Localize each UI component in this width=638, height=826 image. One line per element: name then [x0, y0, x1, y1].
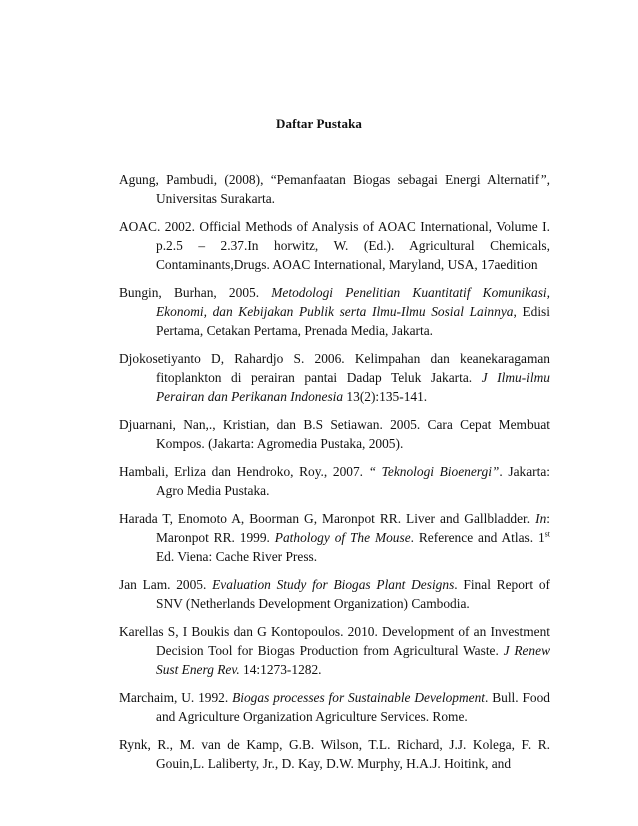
italic-text: J Renew Sust Energ Rev.	[156, 643, 551, 677]
reference-text: Jan Lam. 2005.	[119, 577, 213, 592]
reference-entry	[119, 349, 550, 406]
reference-text: Agung, Pambudi, (2008), “Pemanfaatan Biogas sebagai Energi Alternatif	[119, 172, 540, 187]
italic-text: In	[535, 511, 547, 526]
reference-text: 14:1273-1282.	[239, 662, 322, 677]
reference-text: Djokosetiyanto D, Rahardjo S. 2006. Kelimpahan dan keanekaragaman fitoplankton di perairan pantai Dadap Teluk Jakarta.	[119, 351, 550, 385]
reference-text: . Jakarta: Agro Media Pustaka.	[156, 464, 550, 498]
reference-entry	[119, 575, 550, 613]
italic-text: Pathology of The Mouse	[274, 530, 411, 545]
reference-entry	[119, 509, 550, 566]
reference-text: : Maronpot RR. 1999.	[156, 511, 550, 545]
page-title: Daftar Pustaka	[275, 116, 363, 131]
italic-text: ”,	[539, 172, 550, 187]
reference-entry	[119, 217, 550, 274]
reference-entry	[119, 283, 550, 340]
reference-text: 13(2):135-141.	[343, 389, 428, 404]
reference-entry	[119, 735, 550, 773]
reference-entry	[119, 415, 550, 453]
reference-text: Rynk, R., M. van de Kamp, G.B. Wilson, T.L. Richard, J.J. Kolega, F. R. Gouin,L. Laliberty, Jr., D. Kay, D.W. Murphy, H.A.J. Hoitink, and	[119, 737, 550, 771]
italic-text: Biogas processes for Sustainable Development	[232, 690, 485, 705]
reference-entry	[119, 688, 550, 726]
reference-entry	[119, 170, 550, 208]
reference-text: Djuarnani, Nan,., Kristian, dan B.S Setiawan. 2005. Cara Cepat Membuat Kompos. (Jakarta: Agromedia Pustaka, 2005).	[119, 417, 550, 451]
reference-text: . Bull. Food and Agriculture Organization Agriculture Services. Rome.	[156, 690, 550, 724]
italic-text: Metodologi Penelitian Kuantitatif Komunikasi, Ekonomi, dan Kebijakan Publik serta Ilmu-Ilmu Sosial Lainnya	[156, 285, 550, 319]
italic-text: Evaluation Study for Biogas Plant Designs	[212, 577, 455, 592]
reference-text: Hambali, Erliza dan Hendroko, Roy., 2007.	[119, 464, 369, 479]
reference-text: , Edisi Pertama, Cetakan Pertama, Prenada Media, Jakarta.	[156, 304, 550, 338]
italic-text: “ Teknologi Bioenergi”	[368, 464, 500, 479]
reference-text: Karellas S, I Boukis dan G Kontopoulos. 2010. Development of an Investment Decision Tool for Biogas Production from Agricultural Waste.	[119, 624, 550, 658]
reference-text: AOAC. 2002. Official Methods of Analysis of AOAC International, Volume I. p.2.5 – 2.37.In horwitz, W. (Ed.). Agricultural Chemicals, Contaminants,Drugs. AOAC International, Maryland, USA, 17aedition	[119, 219, 550, 272]
reference-text: Marchaim, U. 1992.	[119, 690, 233, 705]
reference-text: Universitas Surakarta.	[156, 191, 275, 206]
reference-entry	[119, 462, 550, 500]
reference-text: Ed. Viena: Cache River Press.	[156, 549, 318, 564]
reference-text: Harada T, Enomoto A, Boorman G, Maronpot RR. Liver and Gallbladder.	[119, 511, 536, 526]
reference-text: . Final Report of SNV (Netherlands Development Organization) Cambodia.	[156, 577, 550, 611]
reference-entry	[119, 622, 550, 679]
italic-text: J Ilmu-ilmu Perairan dan Perikanan Indonesia	[156, 370, 550, 404]
reference-text: Bungin, Burhan, 2005.	[119, 285, 272, 300]
superscript: st	[544, 529, 551, 539]
reference-text: . Reference and Atlas. 1	[410, 530, 545, 545]
reference-list	[119, 170, 550, 782]
